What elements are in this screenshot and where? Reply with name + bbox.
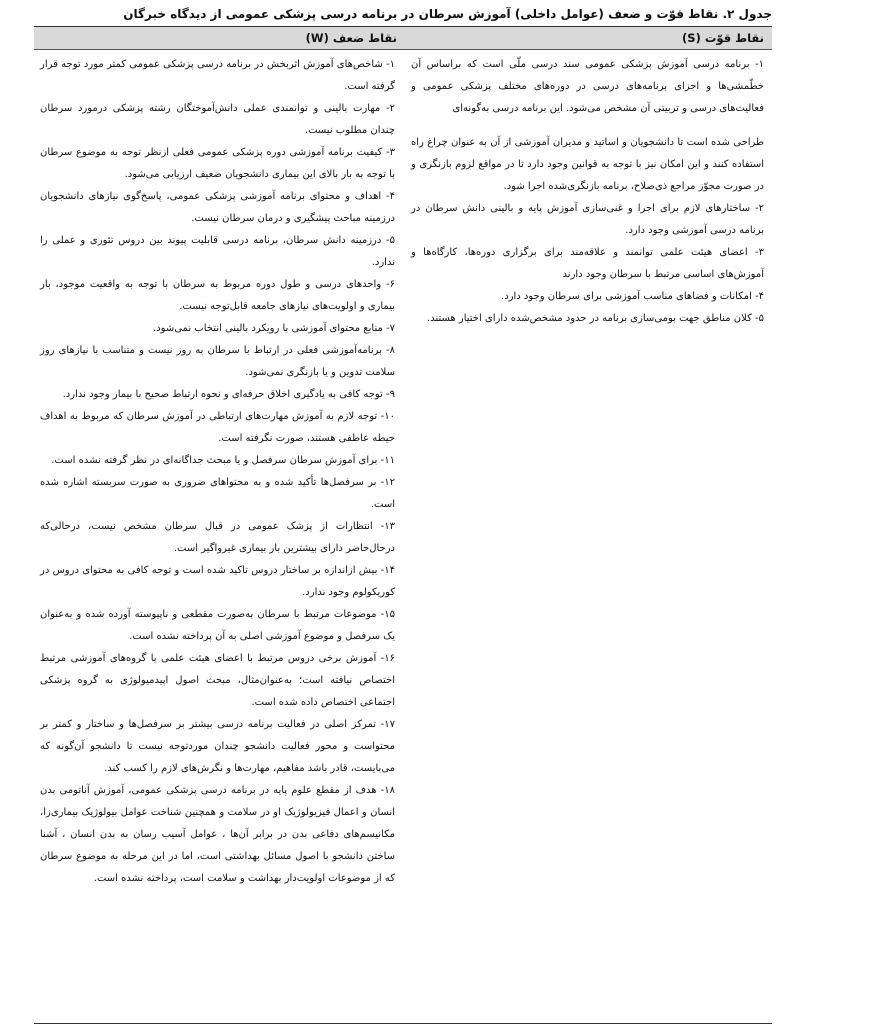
table-container <box>34 4 772 890</box>
bottom-rule <box>34 1023 772 1024</box>
weakness-item: ۱۱- برای آموزش سرطان سرفصل و یا مبحث جداگانه‌ای در نظر گرفته نشده است. <box>51 455 395 466</box>
weakness-item: ۱۰- توجه لازم به آموزش مهارت‌های ارتباطی در آموزش سرطان که مربوط به اهداف حیطه عاطفی هستند، صورت نگرفته است. <box>40 411 395 444</box>
weakness-item: ۱۵- موضوعات مرتبط با سرطان به‌صورت مقطعی و ناپیوسته آورده شده و به‌عنوان یک سرفصل و موضوع آموزشی اصلی به آن پرداخته نشده است. <box>40 609 395 642</box>
weakness-item: ۱- شاخص‌های آموزش اثربخش در برنامه درسی پزشکی عمومی کمتر مورد توجه قرار گرفته است. <box>40 59 395 92</box>
weakness-item: ۱۶- آموزش برخی دروس مرتبط با اعضای هیئت علمی یا گروه‌های آموزشی مرتبط اختصاص نیافته است؛ به‌عنوان‌مثال، مبحث اصول اپیدمیولوژی به گروه پزشکی اجتماعی اختصاص داده شده است. <box>40 653 395 708</box>
strength-item: ۱- برنامه درسی آموزش پزشکی عمومی سند درسی ملّی است که براساس آن خطّمشی‌ها و اجزای برنامه‌های درسی در دوره‌های مختلف پزشکی عمومی و فعالیت‌های درسی و تربیتی آن مشخص می‌شود. این برنامه درسی به‌گونه‌ای <box>411 59 764 114</box>
weaknesses-column <box>34 50 405 890</box>
weakness-item: ۶- واحدهای درسی و طول دوره مربوط به سرطان با توجه به واقعیت موجود، بار بیماری و اولویت‌های نیازهای جامعه قابل‌توجه نیست. <box>40 279 395 312</box>
strength-item: ۲- ساختارهای لازم برای اجرا و غنی‌سازی آموزش پایه و بالینی دانش سرطان در برنامه درسی آموزشی وجود دارد. <box>411 203 764 236</box>
table-header <box>34 27 772 50</box>
table-caption: جدول ۲. نقاط قوّت و ضعف (عوامل داخلی) آموزش سرطان در برنامه درسی پزشکی عمومی از دیدگاه خبرگان <box>123 7 772 21</box>
strength-item: ۳- اعضای هیئت علمی توانمند و علاقه‌مند برای برگزاری دوره‌ها، کارگاه‌ها و آموزش‌های اساسی مرتبط با سرطان وجود دارند <box>411 247 764 280</box>
strengths-header: نقاط قوّت (S) <box>682 31 764 45</box>
weakness-item: ۷- منابع محتوای آموزشی با رویکرد بالینی انتخاب نمی‌شود. <box>153 323 395 334</box>
weakness-item: ۹- توجه کافی به یادگیری اخلاق حرفه‌ای و نحوه ارتباط صحیح با بیمار وجود ندارد. <box>62 389 395 400</box>
strength-item: ۵- کلان مناطق جهت بومی‌سازی برنامه در حدود مشخص‌شده دارای اختیار هستند. <box>427 313 764 324</box>
weakness-item: ۵- درزمینه دانش سرطان، برنامه درسی قابلیت پیوند بین دروس تئوری و عملی را ندارد. <box>40 235 395 268</box>
strength-item: ۴- امکانات و فضاهای مناسب آموزشی برای سرطان وجود دارد. <box>501 291 764 302</box>
weakness-item: ۱۲- بر سرفصل‌ها تأکید شده و به محتواهای ضروری به صورت سربسته اشاره شده است. <box>40 477 395 510</box>
weakness-item: ۳- کیفیت برنامه آموزشی دوره پزشکی عمومی فعلی ازنظر توجه به موضوع سرطان با توجه به بار بالای این بیماری دانشجویان ضعیف ارزیابی می‌شود. <box>40 147 395 180</box>
weakness-item: ۲- مهارت بالینی و توانمندی عملی دانش‌آموختگان رشته پزشکی درمورد سرطان چندان مطلوب نیست. <box>40 103 395 136</box>
weakness-item: ۴- اهداف و محتوای برنامه آموزشی پزشکی عمومی، پاسخ‌گوی نیازهای دانشجویان درزمینه مباحث پیشگیری و درمان سرطان نیست. <box>40 191 395 224</box>
table-body <box>34 50 772 890</box>
weakness-item: ۱۸- هدف از مقطع علوم پایه در برنامه درسی پزشکی عمومی، آموزش آناتومی بدن انسان و اعمال فیزیولوژیک او در سلامت و همچنین شناخت عوامل بیولوژیک بیماری‌زا، مکانیسم‌های دفاعی بدن در برابر آن‌ها ، عوامل آسیب رسان به بدن انسان ، آشنا ساختن دانشجو با اصول مسائل بهداشتی است، اما در این مرحله به موضوع سرطان که از موضوعات اولویت‌دار بهداشت و سلامت است، پرداخته نشده است. <box>40 785 395 884</box>
weakness-item: ۱۴- بیش ازاندازه بر ساختار دروس تاکید شده است و توجه کافی به محتوای دروس در کوریکولوم وجود ندارد. <box>40 565 395 598</box>
strength-item: طراحی شده است تا دانشجویان و اساتید و مدیران آموزشی از آن به عنوان چراغ راه استفاده کنند و این امکان نیز با توجه به قوانین وجود دارد تا در مواقع لزوم بازنگری و در صورت مجوّز مراجع ذی‌صلاح، برنامه بازنگری‌شده اجرا شود. <box>411 137 764 192</box>
weakness-item: ۱۷- تمرکز اصلی در فعالیت برنامه درسی بیشتر بر سرفصل‌ها و ساختار و کمتر بر محتواست و محور فعالیت دانشجو چندان موردتوجه نیست تا دانشجو آن‌گونه که می‌بایست، قادر باشد مفاهیم، مهارت‌ها و نگرش‌های لازم را کسب کند. <box>40 719 395 774</box>
weaknesses-header: نقاط ضعف (W) <box>305 31 397 45</box>
weakness-item: ۱۳- انتظارات از پزشک عمومی در قبال سرطان مشخص نیست، درحالی‌که درحال‌حاضر دارای بیشترین بار بیماری غیرواگیر است. <box>40 521 395 554</box>
weakness-item: ۸- برنامه‌آموزشی فعلی در ارتباط با سرطان به روز نیست و متناسب با نیازهای روز سلامت تدوین و یا بازنگری نمی‌شود. <box>40 345 395 378</box>
strengths-column <box>405 50 772 330</box>
